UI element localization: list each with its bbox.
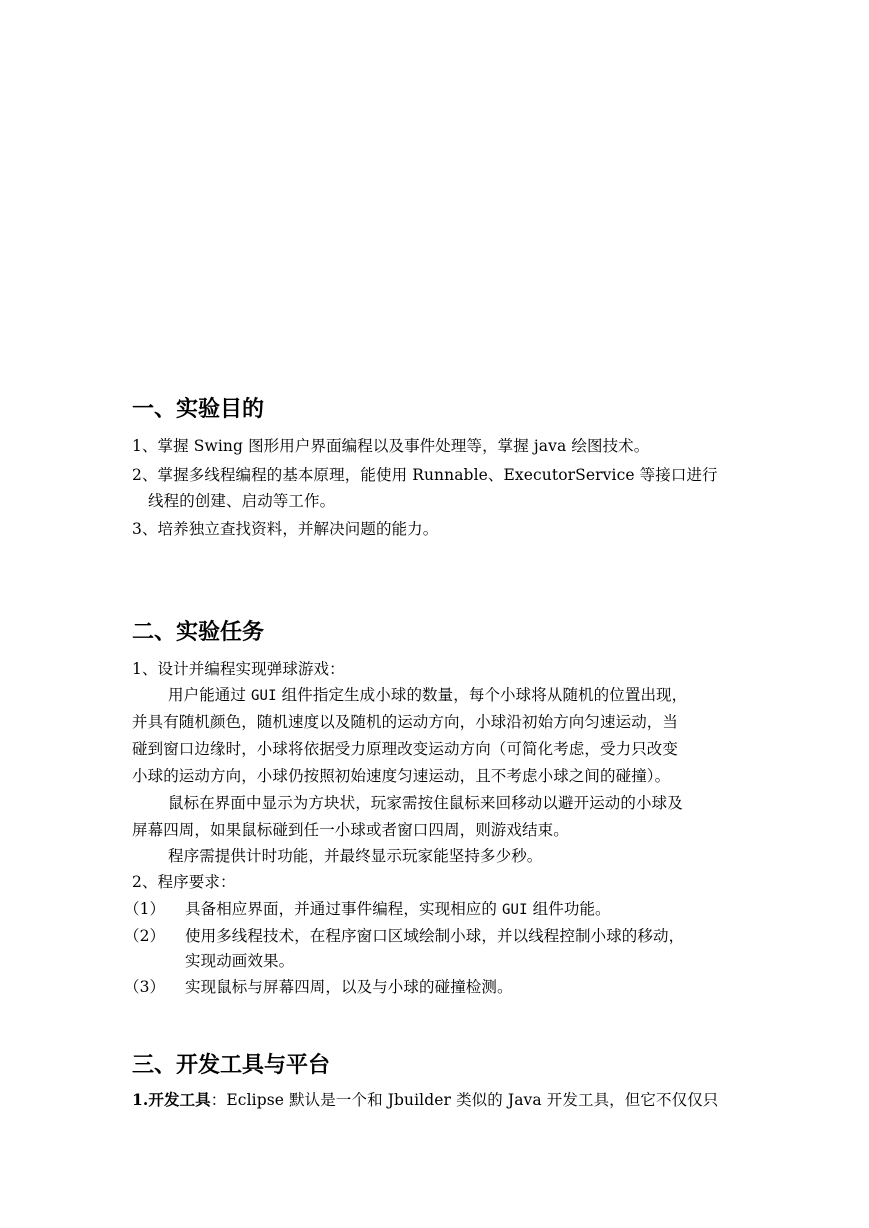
section-heading-purpose: 一、实验目的 <box>132 397 265 422</box>
purpose-item-2: 2、掌握多线程编程的基本原理，能使用 Runnable、ExecutorService 等接口进行 <box>132 466 718 484</box>
task-paragraph-2-line-1: 鼠标在界面中显示为方块状，玩家需按住鼠标来回移动以避开运动的小球及 <box>168 794 683 812</box>
task-paragraph-3: 程序需提供计时功能，并最终显示玩家能坚持多少秒。 <box>168 847 543 865</box>
task-paragraph-1-line-3: 碰到窗口边缘时，小球将依据受力原理改变运动方向（可简化考虑，受力只改变 <box>132 740 679 758</box>
task-paragraph-1-line-2: 并具有随机颜色，随机速度以及随机的运动方向，小球沿初始方向匀速运动，当 <box>132 713 679 731</box>
requirement-1-number: （1） <box>124 900 166 918</box>
requirement-3-text: 实现鼠标与屏幕四周，以及与小球的碰撞检测。 <box>185 978 513 996</box>
purpose-item-3: 3、培养独立查找资料，并解决问题的能力。 <box>132 520 439 538</box>
requirement-2-number: （2） <box>124 927 166 945</box>
requirements-title: 2、程序要求： <box>132 873 236 891</box>
requirement-2-cont: 实现动画效果。 <box>185 952 295 970</box>
purpose-item-1: 1、掌握 Swing 图形用户界面编程以及事件处理等，掌握 java 绘图技术。 <box>132 437 650 455</box>
task-paragraph-1-line-1: 用户能通过 GUI 组件指定生成小球的数量，每个小球将从随机的位置出现， <box>168 686 688 704</box>
tools-paragraph-line-1: 1.开发工具：Eclipse 默认是一个和 Jbuilder 类似的 Java 开发工具，但它不仅仅只 <box>132 1090 719 1109</box>
task-title: 1、设计并编程实现弹球游戏： <box>132 660 345 678</box>
section-heading-task: 二、实验任务 <box>132 620 265 645</box>
requirement-3-number: （3） <box>124 978 166 996</box>
section-heading-tools: 三、开发工具与平台 <box>132 1053 331 1078</box>
requirement-1-text: 具备相应界面，并通过事件编程，实现相应的 GUI 组件功能。 <box>185 900 611 918</box>
purpose-item-2-cont: 线程的创建、启动等工作。 <box>148 492 336 510</box>
task-paragraph-2-line-2: 屏幕四周，如果鼠标碰到任一小球或者窗口四周，则游戏结束。 <box>132 821 569 839</box>
task-paragraph-1-line-4: 小球的运动方向，小球仍按照初始速度匀速运动，且不考虑小球之间的碰撞）。 <box>132 767 671 785</box>
requirement-2-text: 使用多线程技术，在程序窗口区域绘制小球，并以线程控制小球的移动， <box>185 927 685 945</box>
